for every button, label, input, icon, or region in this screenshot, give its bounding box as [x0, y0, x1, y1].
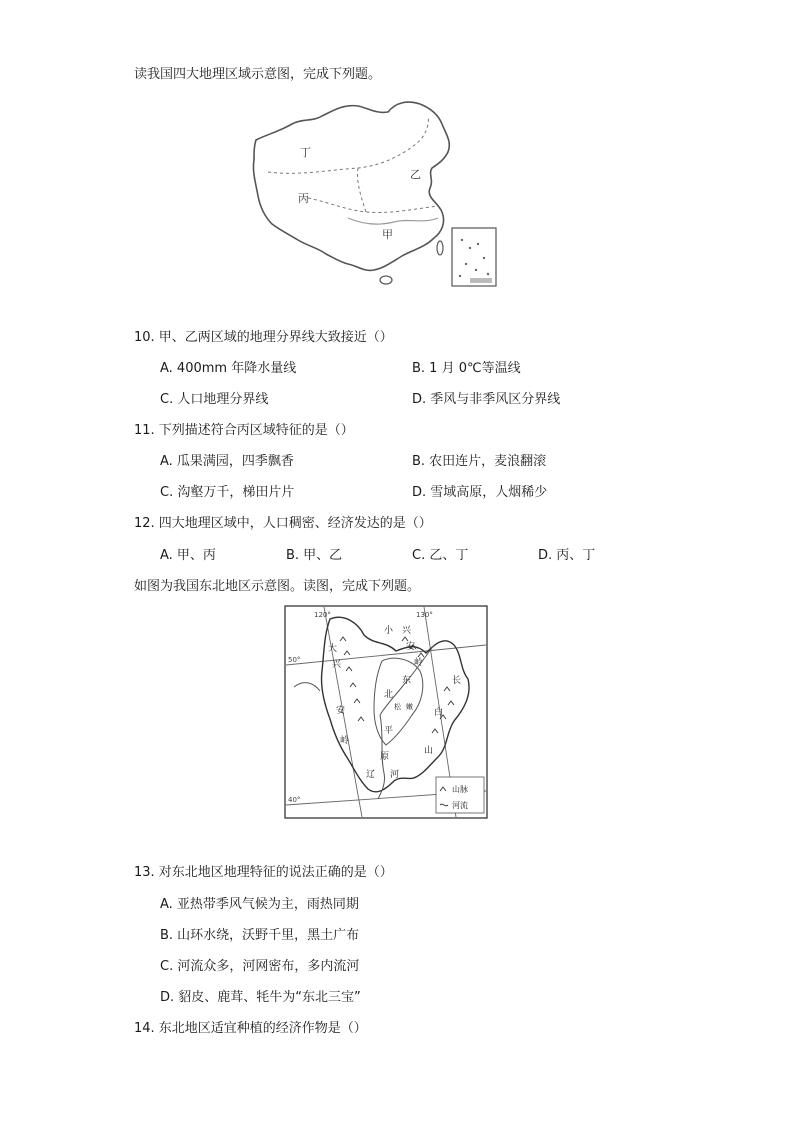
q10-option-b: B. 1 月 0℃等温线: [412, 361, 521, 376]
region-yi-label: 乙: [410, 168, 421, 181]
lat-label-50: 50°: [288, 656, 301, 664]
place-char-ling1: 岭: [340, 736, 350, 746]
south-sea-inset: [452, 228, 496, 286]
q12-stem: 12. 四大地理区域中，人口稠密、经济发达的是（）: [134, 516, 432, 531]
place-char-xing1: 兴: [332, 660, 342, 670]
q11-option-a: A. 瓜果满园，四季飘香: [160, 454, 294, 469]
q12-option-b: B. 甲、乙: [286, 548, 343, 563]
region-jia-label: 甲: [382, 228, 393, 241]
place-char-chang: 长: [452, 676, 462, 686]
place-char-nen: 嫩: [406, 703, 413, 711]
legend-mountain-label: 山脉: [452, 785, 468, 794]
place-char-da: 大: [328, 644, 338, 654]
q13-stem: 13. 对东北地区地理特征的说法正确的是（）: [134, 865, 393, 880]
q10-option-d: D. 季风与非季风区分界线: [412, 392, 561, 407]
place-char-bei: 北: [384, 690, 394, 700]
q10-stem: 10. 甲、乙两区域的地理分界线大致接近（）: [134, 330, 393, 345]
q12-option-d: D. 丙、丁: [538, 548, 596, 563]
q12-option-a: A. 甲、丙: [160, 548, 216, 563]
q11-option-c: C. 沟壑万千，梯田片片: [160, 485, 295, 500]
taiwan-island: [437, 241, 443, 255]
hainan-island: [380, 276, 392, 284]
place-char-ping: 平: [384, 726, 394, 736]
place-char-he: 河: [390, 770, 400, 780]
lon-label-130: 130°: [416, 611, 433, 619]
china-outline: [253, 102, 449, 270]
q11-option-d: D. 雪域高原，人烟稀少: [412, 485, 548, 500]
northeast-china-map: [284, 605, 488, 819]
region-bing-label: 丙: [298, 192, 309, 205]
q11-option-b: B. 农田连片，麦浪翻滚: [412, 454, 547, 469]
q10-option-c: C. 人口地理分界线: [160, 392, 269, 407]
place-char-dong: 东: [402, 676, 412, 686]
q13-option-d: D. 貂皮、鹿茸、牦牛为“东北三宝”: [160, 990, 361, 1005]
q13-option-b: B. 山环水绕，沃野千里，黑土广布: [160, 928, 360, 943]
china-map-svg: [248, 98, 498, 290]
place-char-yuan: 原: [380, 752, 390, 762]
place-char-xiao: 小: [384, 626, 394, 636]
place-char-shan: 山: [424, 746, 434, 756]
china-regions-map: [248, 98, 498, 290]
place-char-song: 松: [394, 703, 401, 711]
q14-stem: 14. 东北地区适宜种植的经济作物是（）: [134, 1021, 367, 1036]
region-ding-label: 丁: [300, 146, 311, 159]
lon-label-120: 120°: [314, 611, 331, 619]
inset-scale: [470, 278, 492, 283]
intro-text-1: 读我国四大地理区域示意图，完成下列题。: [134, 67, 382, 82]
lat-label-40: 40°: [288, 796, 301, 804]
place-char-an1: 安: [336, 706, 346, 716]
place-char-bai: 白: [434, 708, 444, 718]
place-char-an2: 安: [406, 642, 416, 652]
place-char-ling2: 岭: [414, 658, 424, 668]
place-char-liao: 辽: [366, 770, 376, 780]
legend-river-label: 河流: [452, 801, 468, 810]
q13-option-a: A. 亚热带季风气候为主，雨热同期: [160, 897, 359, 912]
q12-option-c: C. 乙、丁: [412, 548, 469, 563]
q10-option-a: A. 400mm 年降水量线: [160, 361, 297, 376]
northeast-map-svg: [284, 605, 488, 819]
intro-text-2: 如图为我国东北地区示意图。读图，完成下列题。: [134, 579, 421, 594]
q13-option-c: C. 河流众多，河网密布，多内流河: [160, 959, 360, 974]
q11-stem: 11. 下列描述符合丙区域特征的是（）: [134, 423, 354, 438]
place-char-xing2: 兴: [402, 626, 412, 636]
